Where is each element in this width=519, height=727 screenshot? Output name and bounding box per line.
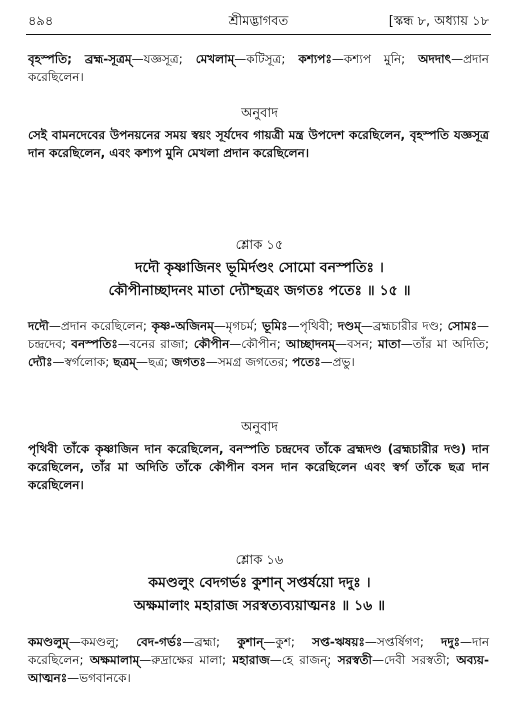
synonym-meaning: —বনের রাজা;: [117, 337, 189, 351]
synonyms-verse-16: [28, 633, 489, 687]
synonym-word: অদদাৎ: [418, 52, 452, 66]
synonym-meaning: —রুদ্রাক্ষের মালা;: [139, 653, 227, 667]
synonym-meaning: —ছত্র;: [135, 355, 169, 369]
synonym-meaning: —ব্রহ্মচারীর দণ্ড;: [360, 319, 443, 333]
synonym-meaning: —কটিসূত্র;: [234, 52, 286, 66]
synonym-word: পতেঃ: [292, 355, 321, 369]
synonym-meaning: —কুশ;: [263, 635, 295, 649]
verse-16-line-2: অক্ষমালাং মহারাজ সরস্বত্যব্যয়াত্মনঃ ॥ ১৬ ॥: [133, 598, 386, 614]
synonym-meaning: —বসন;: [334, 337, 373, 351]
synonym-word: দদুঃ: [441, 635, 461, 649]
synonym-meaning: —সপ্তর্ষিগণ;: [364, 635, 424, 649]
translation-heading-1: অনুবাদ: [241, 106, 278, 121]
synonym-word: অব্যয়-আত্মনঃ: [28, 653, 489, 685]
synonym-meaning: —দান করেছিলেন;: [28, 635, 489, 667]
synonym-meaning: —কৌপীন;: [229, 337, 281, 351]
synonym-meaning: —তাঁর মা অদিতি;: [400, 337, 489, 351]
synonym-meaning: —ভগবানকে।: [67, 671, 131, 685]
synonym-word: কৌপীন: [193, 337, 230, 351]
synonym-word: অক্ষমালাম্: [89, 653, 140, 667]
synonyms-continued: [28, 50, 489, 86]
synonym-word: সরস্বতী: [337, 653, 372, 667]
synonym-meaning: —কমণ্ডলু;: [68, 635, 120, 649]
synonym-word: কৃষ্ণ-অজিনম্: [151, 319, 214, 333]
synonym-word: জগতঃ: [171, 355, 206, 369]
synonym-meaning: —মৃগচর্ম;: [213, 319, 258, 333]
book-title: শ্রীমদ্ভাগবত: [228, 14, 289, 29]
synonym-word: কুশান্: [237, 635, 264, 649]
synonym-word: ব্রহ্ম-সূত্রম্: [84, 52, 132, 66]
translation-text-1: সেই বামনদেবের উপনয়নের সময় স্বয়ং সূর্যদেব গায়ত্রী মন্ত্র উপদেশ করেছিলেন, বৃহস্পতি যজ্ঞসূত্র দান করেছিলেন, এবং কশ্যপ মুনি মেখলা প্রদান করেছিলেন।: [28, 128, 489, 160]
synonym-word: আচ্ছাদনম্: [286, 337, 335, 351]
synonym-meaning: —প্রভু।: [320, 355, 355, 369]
page-header: [28, 12, 489, 34]
verse-15-heading: শ্লোক ১৫: [235, 238, 284, 253]
synonym-word: বৃহস্পতি;: [28, 52, 72, 66]
synonym-word: সপ্ত-ঋষয়ঃ: [312, 635, 365, 649]
synonym-word: বনস্পতিঃ: [71, 337, 118, 351]
synonym-word: সোমঃ: [447, 319, 477, 333]
section-reference: [স্কন্ধ ৮, অধ্যায় ১৮: [388, 14, 489, 29]
synonym-meaning: —যজ্ঞসূত্র;: [131, 52, 183, 66]
verse-16-heading: শ্লোক ১৬: [235, 553, 284, 568]
synonym-meaning: —প্রদান করেছিলেন।: [28, 52, 489, 84]
synonym-word: দণ্ডম্: [337, 319, 361, 333]
synonym-meaning: —প্রদান করেছিলেন;: [48, 319, 147, 333]
translation-text-2: পৃথিবী তাঁকে কৃষ্ণাজিন দান করেছিলেন, বনস্পতি চন্দ্রদেব তাঁকে ব্রহ্মদণ্ড (ব্রহ্মচারীর দণ্ড) দান করেছিলেন, তাঁর মা অদিতি তাঁকে কৌপীন বসন দান করেছিলেন এবং স্বর্গ তাঁকে ছত্র দান করেছিলেন।: [28, 442, 489, 492]
synonym-word: মেখলাম্: [195, 52, 235, 66]
synonym-meaning: —সমগ্র জগতের;: [205, 355, 289, 369]
header-divider: [26, 34, 491, 35]
synonym-word: কমণ্ডলুম্: [28, 635, 69, 649]
synonyms-verse-15: [28, 317, 489, 371]
synonym-meaning: —দেবী সরস্বতী;: [371, 653, 450, 667]
synonym-word: কশ্যপঃ: [298, 52, 332, 66]
synonym-word: দদৌ: [28, 319, 49, 333]
synonym-word: দ্যৌঃ: [28, 355, 53, 369]
synonym-meaning: —হে রাজন্;: [269, 653, 332, 667]
synonym-meaning: —পৃথিবী;: [287, 319, 334, 333]
page-number: ৪৯৪: [28, 14, 54, 29]
synonym-word: ভূমিঃ: [262, 319, 288, 333]
synonym-meaning: —কশ্যপ মুনি;: [331, 52, 406, 66]
verse-16-line-1: কমণ্ডলুং বেদগর্ভঃ কুশান্ সপ্তর্ষয়ো দদুঃ ।: [148, 575, 371, 591]
synonym-word: মাতা: [378, 337, 401, 351]
verse-15-line-2: কৌপীনাচ্ছাদনং মাতা দ্যৌশ্ছত্রং জগতঃ পতেঃ ॥ ১৫ ॥: [108, 283, 411, 299]
verse-15-line-1: দদৌ কৃষ্ণাজিনং ভূমির্দণ্ডং সোমো বনস্পতিঃ ।: [135, 260, 384, 276]
synonym-meaning: —ব্রহ্মা;: [182, 635, 221, 649]
synonym-word: ছত্রম্: [113, 355, 136, 369]
synonym-meaning: —স্বর্গলোক;: [52, 355, 110, 369]
synonym-meaning: —চন্দ্রদেব;: [28, 319, 489, 351]
translation-heading-2: অনুবাদ: [241, 420, 278, 435]
synonym-word: মহারাজ: [232, 653, 270, 667]
synonym-word: বেদ-গর্ভঃ: [136, 635, 183, 649]
